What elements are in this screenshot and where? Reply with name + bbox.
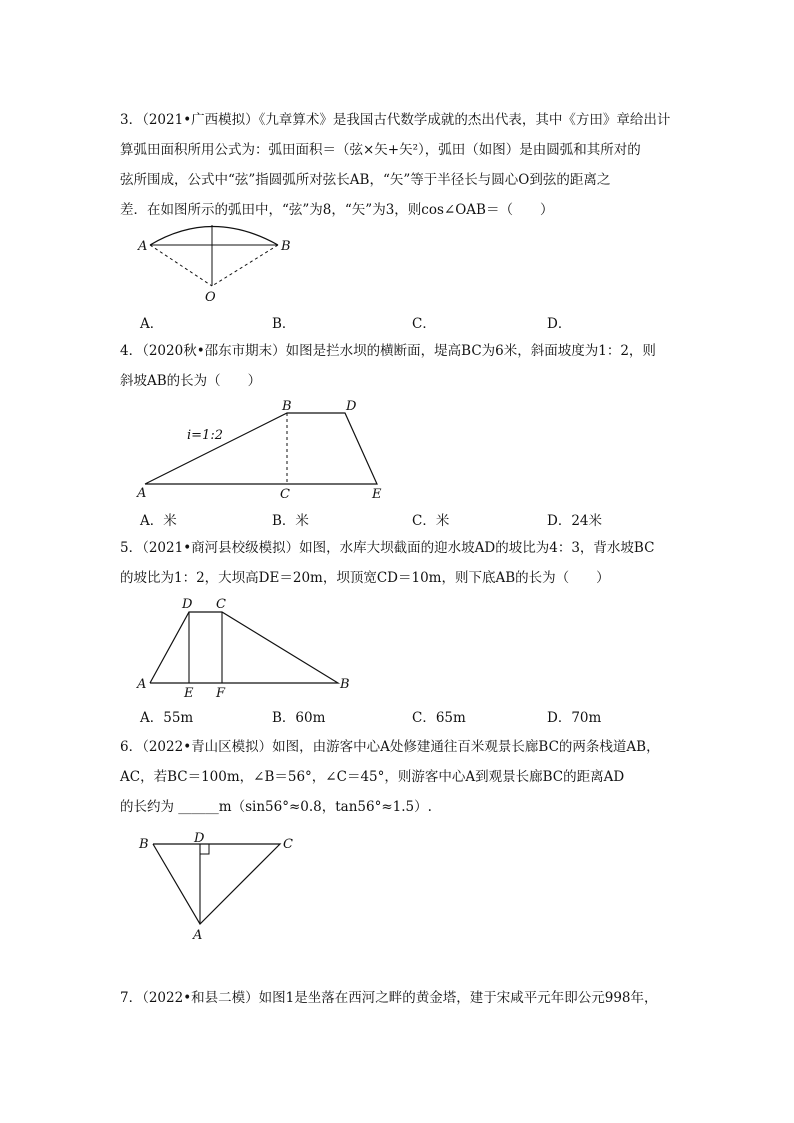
q5-label-a: A xyxy=(137,677,147,692)
question-3-line-1: 3．（2021•广西模拟）《九章算术》是我国古代数学成就的杰出代表，其中《方田》章给出计 xyxy=(120,112,671,128)
q4-option-c[interactable]: C．米 xyxy=(412,513,450,529)
q4-label-d: D xyxy=(346,399,357,414)
q3-label-o: O xyxy=(205,290,216,305)
q4-option-a[interactable]: A．米 xyxy=(140,513,177,529)
q3-label-b: B xyxy=(281,239,291,254)
question-6 xyxy=(120,732,680,822)
q4-option-d[interactable]: D．24米 xyxy=(547,513,603,529)
question-6-triangle-figure xyxy=(130,830,310,945)
q5-label-b: B xyxy=(340,677,350,692)
q5-label-f: F xyxy=(216,686,226,700)
question-4-dam-figure xyxy=(130,398,395,504)
q4-slope-label: i=1:2 xyxy=(187,428,223,443)
q6-label-c: C xyxy=(283,837,293,852)
q6-label-a: A xyxy=(193,928,203,943)
q4-label-b: B xyxy=(282,399,292,414)
q5-option-c[interactable]: C．65m xyxy=(412,710,466,726)
q5-option-d[interactable]: D．70m xyxy=(547,710,602,726)
question-5 xyxy=(120,533,680,593)
q6-label-d: D xyxy=(194,831,205,846)
question-6-line-3: 的长约为 ______m（sin56°≈0.8，tan56°≈1.5）. xyxy=(120,799,432,815)
q3-option-c[interactable]: C． xyxy=(412,316,436,332)
q5-option-b[interactable]: B．60m xyxy=(272,710,326,726)
question-7 xyxy=(120,983,680,1013)
q3-option-d[interactable]: D． xyxy=(547,316,572,332)
question-3 xyxy=(120,105,680,225)
q5-label-d: D xyxy=(182,597,193,612)
question-5-options xyxy=(140,706,700,730)
question-7-line-1: 7．（2022•和县二模）如图1是坐落在西河之畔的黄金塔，建于宋咸平元年即公元998年， xyxy=(120,990,658,1006)
q3-option-b[interactable]: B． xyxy=(272,316,296,332)
question-4-options xyxy=(140,509,700,533)
question-4-line-2: 斜坡AB的长为（ ） xyxy=(120,373,262,389)
q3-option-a[interactable]: A． xyxy=(140,316,164,332)
q4-label-e: E xyxy=(372,487,382,502)
question-3-line-3: 弦所围成，公式中“弦”指圆弧所对弦长AB，“矢”等于半径长与圆心O到弦的距离之 xyxy=(120,172,611,188)
question-5-line-1: 5．（2021•商河县校级模拟）如图，水库大坝截面的迎水坡AD的坡比为4：3，背水坡BC xyxy=(120,540,655,556)
question-6-line-1: 6．（2022•青山区模拟）如图，由游客中心A处修建通往百米观景长廊BC的两条栈道AB， xyxy=(120,739,660,755)
q5-option-a[interactable]: A．55m xyxy=(140,710,194,726)
question-6-line-2: AC，若BC＝100m，∠B＝56°，∠C＝45°，则游客中心A到观景长廊BC的距离AD xyxy=(120,769,625,785)
q4-label-c: C xyxy=(280,487,290,502)
q4-option-b[interactable]: B．米 xyxy=(272,513,309,529)
q5-label-c: C xyxy=(216,597,226,612)
q4-label-a: A xyxy=(137,486,147,501)
question-3-arc-figure xyxy=(130,218,300,306)
question-5-dam-figure xyxy=(130,594,360,700)
q6-label-b: B xyxy=(139,837,149,852)
q5-label-e: E xyxy=(184,686,194,700)
question-4 xyxy=(120,336,680,396)
question-3-line-2: 算弧田面积所用公式为：弧田面积＝（弦×矢+矢²），弧田（如图）是由圆弧和其所对的 xyxy=(120,142,641,158)
question-3-line-4: 差．在如图所示的弧田中，“弦”为8，“矢”为3，则cos∠OAB＝（ ） xyxy=(120,202,554,218)
question-5-line-2: 的坡比为1：2，大坝高DE＝20m，坝顶宽CD＝10m，则下底AB的长为（ ） xyxy=(120,570,610,586)
q3-label-a: A xyxy=(138,239,148,254)
question-4-line-1: 4．（2020秋•邵东市期末）如图是拦水坝的横断面，堤高BC为6米，斜面坡度为1：2，则 xyxy=(120,343,656,359)
question-3-options xyxy=(140,312,700,336)
